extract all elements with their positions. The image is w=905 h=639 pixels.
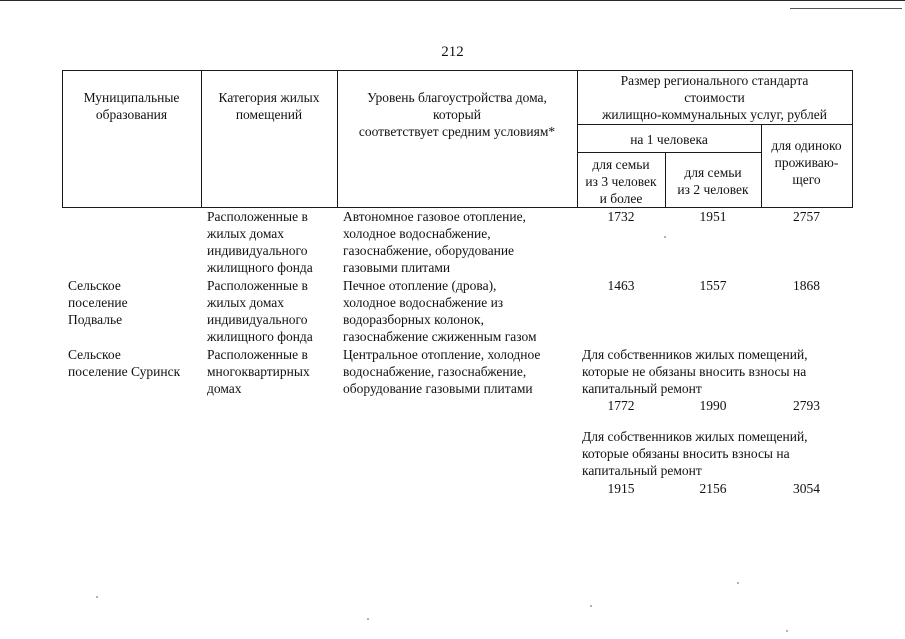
row1-category: Расположенные в жилых домах индивидуального жилищного фонда (207, 209, 313, 275)
header-level: Уровень благоустройства дома, который соответствует средним условиям* (358, 90, 556, 139)
row2-value-family3: 1463 (607, 278, 635, 293)
scan-speck (590, 605, 592, 607)
row3-category: Расположенные в многоквартирных домах (207, 347, 310, 396)
row3-note2-value-single: 3054 (793, 481, 820, 496)
scan-speck (367, 618, 369, 620)
row3-municipality: Сельское поселение Суринск (68, 347, 181, 379)
header-category: Категория жилых помещений (218, 90, 320, 122)
header-divider-per-person (577, 152, 761, 153)
header-standard-size: Размер регионального стандарта стоимости жилищно-коммунальных услуг, рублей (602, 73, 827, 122)
row3-note1-value-family2: 1990 (699, 398, 727, 413)
row1-level: Автономное газовое отопление, холодное водоснабжение, газоснабжение, оборудование газовыми плитами (343, 209, 526, 275)
row3-level: Центральное отопление, холодное водоснабжение, газоснабжение, оборудование газовыми плитами (343, 347, 541, 396)
row3-note1-value-family3: 1772 (607, 398, 635, 413)
header-divider-standard (577, 124, 853, 125)
row2-value-single: 1868 (793, 278, 820, 293)
row3-note1-text: Для собственников жилых помещений, которые не обязаны вносить взносы на капитальный ремонт (582, 347, 808, 396)
row2-level: Печное отопление (дрова), холодное водоснабжение из водоразборных колонок, газоснабжение сжиженным газом (343, 278, 537, 344)
row3-note1-value-single: 2793 (793, 398, 820, 413)
row3-note2-value-family3: 1915 (607, 481, 635, 496)
header-col-border-6 (852, 70, 853, 208)
row2-value-family2: 1557 (699, 278, 727, 293)
scan-top-border (0, 0, 905, 1)
page-number: 212 (441, 44, 464, 60)
scan-speck (664, 236, 666, 238)
header-municipality: Муниципальные образования (83, 90, 180, 122)
header-single: для одиноко проживаю- щего (771, 138, 842, 187)
table-top-border (62, 70, 853, 71)
scan-speck (96, 596, 98, 598)
row3-note2-text: Для собственников жилых помещений, которые обязаны вносить взносы на капитальный ремонт (582, 429, 808, 478)
header-family-2: для семьи из 2 человек (677, 165, 749, 197)
row1-value-family3: 1732 (607, 209, 635, 224)
scan-speck (786, 630, 788, 632)
scan-speck (737, 582, 739, 584)
row2-municipality: Сельское поселение Подвалье (68, 278, 128, 327)
row2-category: Расположенные в жилых домах индивидуального жилищного фонда (207, 278, 313, 344)
header-family-3: для семьи из 3 человек и более (585, 157, 657, 206)
row3-note2-value-family2: 2156 (699, 481, 727, 496)
row1-value-family2: 1951 (699, 209, 727, 224)
header-per-person: на 1 человека (630, 132, 708, 147)
row1-value-single: 2757 (793, 209, 820, 224)
scan-edge-mark (790, 8, 902, 9)
